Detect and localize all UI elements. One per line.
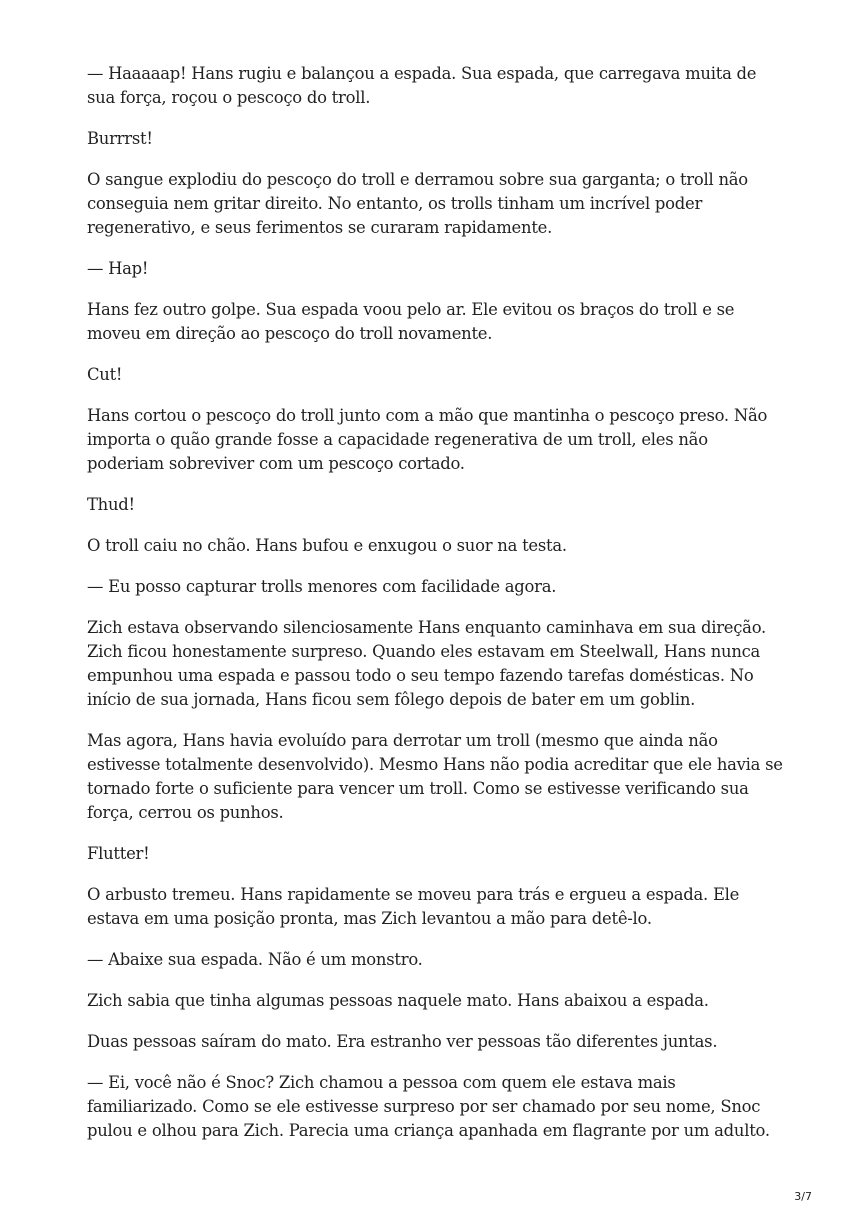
paragraph: Hans cortou o pescoço do troll junto com a mão que mantinha o pescoço preso. Não importa o quão grande fosse a capacidade regenerativa de um troll, eles não poderiam sobreviver com um pescoço cortado. [87, 406, 768, 473]
paragraph: Hans fez outro golpe. Sua espada voou pelo ar. Ele evitou os braços do troll e se moveu em direção ao pescoço do troll novamente. [87, 300, 735, 343]
paragraph: — Abaixe sua espada. Não é um monstro. [87, 950, 423, 969]
paragraph: Mas agora, Hans havia evoluído para derrotar um troll (mesmo que ainda não estivesse totalmente desenvolvido). Mesmo Hans não podia acreditar que ele havia se tornado forte o suficiente para vencer um troll. Como se estivesse verificando sua força, cerrou os punhos. [87, 731, 783, 822]
page-number: 3/7 [794, 1190, 812, 1203]
paragraph: Flutter! [87, 844, 150, 863]
paragraph: O arbusto tremeu. Hans rapidamente se moveu para trás e ergueu a espada. Ele estava em uma posição pronta, mas Zich levantou a mão para detê-lo. [87, 885, 740, 928]
paragraph: Zich sabia que tinha algumas pessoas naquele mato. Hans abaixou a espada. [87, 991, 709, 1010]
paragraph: O troll caiu no chão. Hans bufou e enxugou o suor na testa. [87, 536, 567, 555]
paragraph: Burrrst! [87, 129, 153, 148]
document-body [87, 62, 787, 1160]
paragraph: — Eu posso capturar trolls menores com facilidade agora. [87, 577, 557, 596]
paragraph: — Haaaaap! Hans rugiu e balançou a espada. Sua espada, que carregava muita de sua força, roçou o pescoço do troll. [87, 64, 757, 107]
paragraph: Duas pessoas saíram do mato. Era estranho ver pessoas tão diferentes juntas. [87, 1032, 718, 1051]
paragraph: Zich estava observando silenciosamente Hans enquanto caminhava em sua direção. Zich ficou honestamente surpreso. Quando eles estavam em Steelwall, Hans nunca empunhou uma espada e passou todo o seu tempo fazendo tarefas domésticas. No início de sua jornada, Hans ficou sem fôlego depois de bater em um goblin. [87, 618, 766, 709]
paragraph: O sangue explodiu do pescoço do troll e derramou sobre sua garganta; o troll não conseguia nem gritar direito. No entanto, os trolls tinham um incrível poder regenerativo, e seus ferimentos se curaram rapidamente. [87, 170, 748, 237]
paragraph: Thud! [87, 495, 135, 514]
paragraph: Cut! [87, 365, 123, 384]
paragraph: — Hap! [87, 259, 149, 278]
paragraph: — Ei, você não é Snoc? Zich chamou a pessoa com quem ele estava mais familiarizado. Como se ele estivesse surpreso por ser chamado por seu nome, Snoc pulou e olhou para Zich. Parecia uma criança apanhada em flagrante por um adulto. [87, 1073, 770, 1140]
